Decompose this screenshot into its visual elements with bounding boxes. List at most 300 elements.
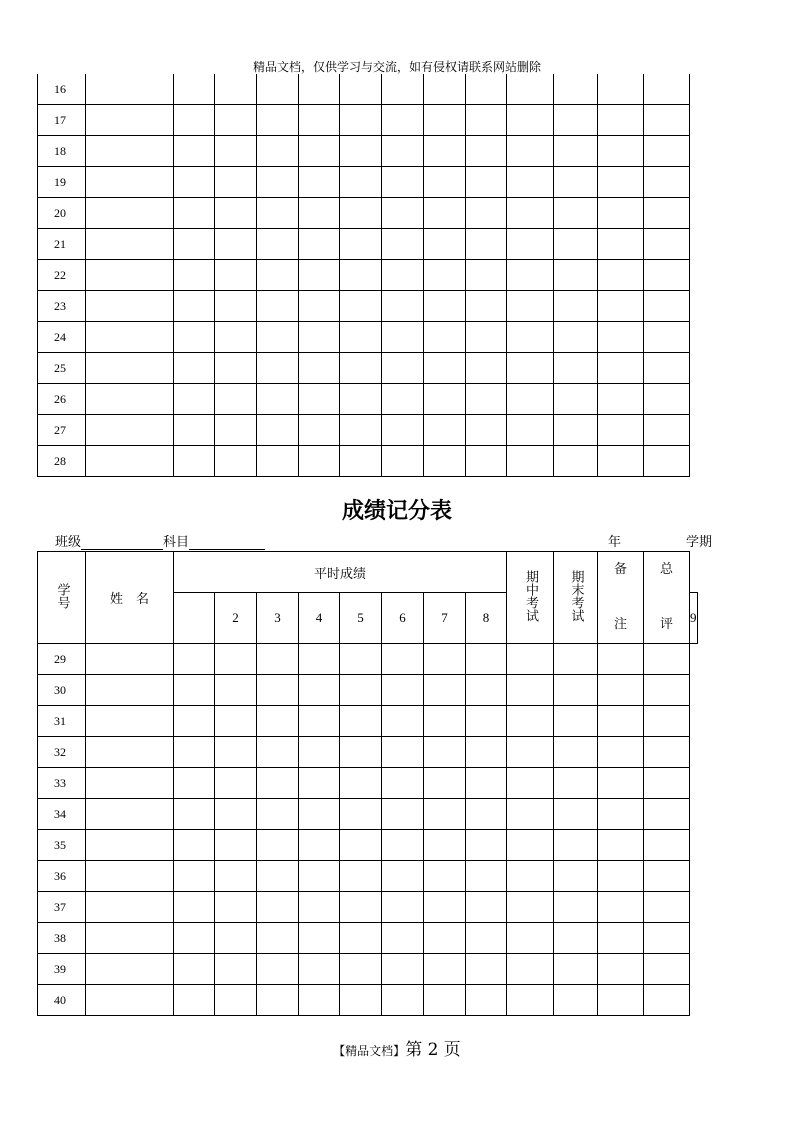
score-cell[interactable] [382, 675, 424, 706]
score-cell[interactable] [174, 861, 215, 892]
score-cell[interactable] [257, 136, 299, 167]
score-cell[interactable] [215, 985, 257, 1016]
score-cell[interactable] [466, 74, 507, 105]
score-cell[interactable] [340, 706, 382, 737]
score-cell[interactable] [554, 892, 598, 923]
score-cell[interactable] [340, 322, 382, 353]
score-cell[interactable] [257, 353, 299, 384]
score-cell[interactable] [382, 415, 424, 446]
score-cell[interactable] [257, 861, 299, 892]
score-cell[interactable] [257, 198, 299, 229]
score-cell[interactable] [598, 384, 644, 415]
score-cell[interactable] [174, 291, 215, 322]
score-cell[interactable] [86, 322, 174, 353]
score-cell[interactable] [466, 136, 507, 167]
score-cell[interactable] [466, 353, 507, 384]
score-cell[interactable] [507, 198, 554, 229]
score-cell[interactable] [340, 768, 382, 799]
score-cell[interactable] [174, 768, 215, 799]
score-cell[interactable] [215, 830, 257, 861]
score-cell[interactable] [86, 675, 174, 706]
score-cell[interactable] [507, 861, 554, 892]
score-cell[interactable] [466, 644, 507, 675]
score-cell[interactable] [382, 644, 424, 675]
score-cell[interactable] [257, 985, 299, 1016]
score-cell[interactable] [86, 446, 174, 477]
score-cell[interactable] [644, 985, 690, 1016]
score-cell[interactable] [382, 74, 424, 105]
score-cell[interactable] [507, 830, 554, 861]
score-cell[interactable] [644, 322, 690, 353]
score-cell[interactable] [382, 706, 424, 737]
score-cell[interactable] [86, 830, 174, 861]
score-cell[interactable] [299, 105, 340, 136]
score-cell[interactable] [257, 954, 299, 985]
score-cell[interactable] [644, 737, 690, 768]
score-cell[interactable] [257, 260, 299, 291]
score-cell[interactable] [598, 353, 644, 384]
score-cell[interactable] [644, 136, 690, 167]
score-cell[interactable] [598, 861, 644, 892]
score-cell[interactable] [598, 415, 644, 446]
score-cell[interactable] [215, 737, 257, 768]
score-cell[interactable] [424, 892, 466, 923]
score-cell[interactable] [174, 229, 215, 260]
score-cell[interactable] [382, 105, 424, 136]
score-cell[interactable] [466, 260, 507, 291]
score-cell[interactable] [382, 291, 424, 322]
score-cell[interactable] [86, 985, 174, 1016]
score-cell[interactable] [424, 136, 466, 167]
score-cell[interactable] [644, 799, 690, 830]
score-cell[interactable] [466, 229, 507, 260]
score-cell[interactable] [86, 644, 174, 675]
score-cell[interactable] [466, 167, 507, 198]
score-cell[interactable] [554, 644, 598, 675]
score-cell[interactable] [382, 799, 424, 830]
score-cell[interactable] [340, 830, 382, 861]
score-cell[interactable] [86, 384, 174, 415]
score-cell[interactable] [382, 136, 424, 167]
score-cell[interactable] [598, 644, 644, 675]
score-cell[interactable] [644, 706, 690, 737]
score-cell[interactable] [340, 954, 382, 985]
score-cell[interactable] [644, 892, 690, 923]
score-cell[interactable] [174, 384, 215, 415]
score-cell[interactable] [299, 861, 340, 892]
score-cell[interactable] [466, 799, 507, 830]
score-cell[interactable] [299, 706, 340, 737]
score-cell[interactable] [86, 415, 174, 446]
score-cell[interactable] [215, 861, 257, 892]
score-cell[interactable] [215, 954, 257, 985]
score-cell[interactable] [382, 892, 424, 923]
score-cell[interactable] [466, 985, 507, 1016]
score-cell[interactable] [644, 446, 690, 477]
score-cell[interactable] [174, 799, 215, 830]
score-cell[interactable] [299, 415, 340, 446]
score-cell[interactable] [86, 291, 174, 322]
score-cell[interactable] [215, 136, 257, 167]
score-cell[interactable] [644, 105, 690, 136]
score-cell[interactable] [257, 799, 299, 830]
score-cell[interactable] [174, 322, 215, 353]
score-cell[interactable] [340, 229, 382, 260]
score-cell[interactable] [554, 799, 598, 830]
score-cell[interactable] [554, 74, 598, 105]
score-cell[interactable] [257, 446, 299, 477]
score-cell[interactable] [174, 644, 215, 675]
score-cell[interactable] [554, 229, 598, 260]
score-cell[interactable] [215, 415, 257, 446]
score-cell[interactable] [598, 74, 644, 105]
score-cell[interactable] [466, 830, 507, 861]
score-cell[interactable] [466, 861, 507, 892]
score-cell[interactable] [299, 799, 340, 830]
score-cell[interactable] [340, 446, 382, 477]
score-cell[interactable] [215, 260, 257, 291]
score-cell[interactable] [340, 415, 382, 446]
score-cell[interactable] [257, 830, 299, 861]
score-cell[interactable] [598, 985, 644, 1016]
score-cell[interactable] [554, 167, 598, 198]
score-cell[interactable] [598, 675, 644, 706]
score-cell[interactable] [340, 353, 382, 384]
score-cell[interactable] [424, 985, 466, 1016]
score-cell[interactable] [644, 954, 690, 985]
score-cell[interactable] [507, 136, 554, 167]
score-cell[interactable] [215, 892, 257, 923]
score-cell[interactable] [86, 892, 174, 923]
score-cell[interactable] [86, 923, 174, 954]
score-cell[interactable] [466, 768, 507, 799]
score-cell[interactable] [424, 353, 466, 384]
score-cell[interactable] [382, 353, 424, 384]
score-cell[interactable] [340, 861, 382, 892]
score-cell[interactable] [507, 799, 554, 830]
score-cell[interactable] [554, 291, 598, 322]
score-cell[interactable] [507, 737, 554, 768]
score-cell[interactable] [466, 384, 507, 415]
score-cell[interactable] [507, 675, 554, 706]
score-cell[interactable] [215, 353, 257, 384]
score-cell[interactable] [257, 415, 299, 446]
score-cell[interactable] [507, 229, 554, 260]
score-cell[interactable] [382, 322, 424, 353]
score-cell[interactable] [644, 861, 690, 892]
score-cell[interactable] [466, 105, 507, 136]
score-cell[interactable] [215, 706, 257, 737]
score-cell[interactable] [554, 136, 598, 167]
score-cell[interactable] [86, 198, 174, 229]
score-cell[interactable] [215, 923, 257, 954]
score-cell[interactable] [340, 167, 382, 198]
score-cell[interactable] [598, 892, 644, 923]
score-cell[interactable] [644, 167, 690, 198]
score-cell[interactable] [507, 706, 554, 737]
score-cell[interactable] [466, 737, 507, 768]
score-cell[interactable] [554, 985, 598, 1016]
score-cell[interactable] [554, 830, 598, 861]
score-cell[interactable] [424, 167, 466, 198]
score-cell[interactable] [424, 799, 466, 830]
score-cell[interactable] [299, 322, 340, 353]
score-cell[interactable] [86, 768, 174, 799]
score-cell[interactable] [86, 799, 174, 830]
score-cell[interactable] [466, 675, 507, 706]
score-cell[interactable] [466, 415, 507, 446]
score-cell[interactable] [466, 892, 507, 923]
score-cell[interactable] [507, 322, 554, 353]
score-cell[interactable] [554, 706, 598, 737]
score-cell[interactable] [299, 167, 340, 198]
score-cell[interactable] [257, 644, 299, 675]
score-cell[interactable] [644, 353, 690, 384]
score-cell[interactable] [86, 737, 174, 768]
score-cell[interactable] [340, 136, 382, 167]
score-cell[interactable] [424, 954, 466, 985]
score-cell[interactable] [174, 353, 215, 384]
score-cell[interactable] [598, 229, 644, 260]
score-cell[interactable] [598, 136, 644, 167]
score-cell[interactable] [257, 291, 299, 322]
score-cell[interactable] [466, 198, 507, 229]
score-cell[interactable] [424, 861, 466, 892]
score-cell[interactable] [340, 985, 382, 1016]
score-cell[interactable] [598, 768, 644, 799]
score-cell[interactable] [507, 167, 554, 198]
score-cell[interactable] [215, 644, 257, 675]
score-cell[interactable] [382, 260, 424, 291]
score-cell[interactable] [598, 446, 644, 477]
score-cell[interactable] [340, 105, 382, 136]
score-cell[interactable] [86, 136, 174, 167]
score-cell[interactable] [598, 737, 644, 768]
score-cell[interactable] [299, 923, 340, 954]
score-cell[interactable] [554, 861, 598, 892]
score-cell[interactable] [340, 737, 382, 768]
subject-blank[interactable] [189, 535, 265, 550]
score-cell[interactable] [174, 737, 215, 768]
score-cell[interactable] [644, 830, 690, 861]
score-cell[interactable] [215, 229, 257, 260]
score-cell[interactable] [507, 923, 554, 954]
score-cell[interactable] [86, 706, 174, 737]
score-cell[interactable] [644, 74, 690, 105]
score-cell[interactable] [382, 985, 424, 1016]
score-cell[interactable] [598, 291, 644, 322]
score-cell[interactable] [257, 923, 299, 954]
score-cell[interactable] [86, 229, 174, 260]
score-cell[interactable] [598, 954, 644, 985]
score-cell[interactable] [215, 799, 257, 830]
score-cell[interactable] [215, 384, 257, 415]
score-cell[interactable] [424, 74, 466, 105]
score-cell[interactable] [382, 384, 424, 415]
score-cell[interactable] [340, 892, 382, 923]
score-cell[interactable] [644, 291, 690, 322]
score-cell[interactable] [644, 768, 690, 799]
score-cell[interactable] [644, 675, 690, 706]
score-cell[interactable] [644, 644, 690, 675]
score-cell[interactable] [382, 167, 424, 198]
score-cell[interactable] [644, 384, 690, 415]
score-cell[interactable] [424, 415, 466, 446]
score-cell[interactable] [554, 198, 598, 229]
score-cell[interactable] [257, 74, 299, 105]
score-cell[interactable] [340, 799, 382, 830]
score-cell[interactable] [507, 415, 554, 446]
score-cell[interactable] [598, 799, 644, 830]
score-cell[interactable] [174, 136, 215, 167]
score-cell[interactable] [174, 415, 215, 446]
score-cell[interactable] [466, 923, 507, 954]
score-cell[interactable] [299, 768, 340, 799]
score-cell[interactable] [598, 830, 644, 861]
score-cell[interactable] [382, 198, 424, 229]
score-cell[interactable] [424, 644, 466, 675]
score-cell[interactable] [598, 923, 644, 954]
score-cell[interactable] [86, 954, 174, 985]
score-cell[interactable] [424, 675, 466, 706]
score-cell[interactable] [215, 105, 257, 136]
score-cell[interactable] [257, 229, 299, 260]
score-cell[interactable] [554, 322, 598, 353]
score-cell[interactable] [215, 675, 257, 706]
score-cell[interactable] [174, 74, 215, 105]
score-cell[interactable] [215, 198, 257, 229]
score-cell[interactable] [466, 322, 507, 353]
score-cell[interactable] [340, 675, 382, 706]
score-cell[interactable] [554, 415, 598, 446]
score-cell[interactable] [215, 322, 257, 353]
score-cell[interactable] [174, 985, 215, 1016]
score-cell[interactable] [507, 105, 554, 136]
score-cell[interactable] [466, 291, 507, 322]
score-cell[interactable] [257, 675, 299, 706]
score-cell[interactable] [598, 322, 644, 353]
score-cell[interactable] [215, 291, 257, 322]
score-cell[interactable] [174, 105, 215, 136]
score-cell[interactable] [299, 136, 340, 167]
score-cell[interactable] [257, 384, 299, 415]
score-cell[interactable] [257, 105, 299, 136]
score-cell[interactable] [382, 923, 424, 954]
score-cell[interactable] [257, 768, 299, 799]
score-cell[interactable] [257, 737, 299, 768]
score-cell[interactable] [507, 985, 554, 1016]
score-cell[interactable] [257, 892, 299, 923]
score-cell[interactable] [174, 923, 215, 954]
score-cell[interactable] [507, 74, 554, 105]
score-cell[interactable] [507, 353, 554, 384]
score-cell[interactable] [424, 322, 466, 353]
score-cell[interactable] [174, 706, 215, 737]
score-cell[interactable] [554, 675, 598, 706]
score-cell[interactable] [299, 260, 340, 291]
score-cell[interactable] [507, 291, 554, 322]
score-cell[interactable] [174, 167, 215, 198]
score-cell[interactable] [598, 706, 644, 737]
score-cell[interactable] [299, 384, 340, 415]
score-cell[interactable] [382, 737, 424, 768]
score-cell[interactable] [174, 892, 215, 923]
score-cell[interactable] [340, 384, 382, 415]
score-cell[interactable] [424, 229, 466, 260]
score-cell[interactable] [299, 229, 340, 260]
score-cell[interactable] [299, 737, 340, 768]
score-cell[interactable] [554, 446, 598, 477]
score-cell[interactable] [466, 706, 507, 737]
score-cell[interactable] [424, 260, 466, 291]
score-cell[interactable] [86, 260, 174, 291]
score-cell[interactable] [299, 74, 340, 105]
score-cell[interactable] [86, 74, 174, 105]
score-cell[interactable] [299, 446, 340, 477]
score-cell[interactable] [507, 892, 554, 923]
score-cell[interactable] [424, 446, 466, 477]
score-cell[interactable] [424, 105, 466, 136]
score-cell[interactable] [299, 198, 340, 229]
score-cell[interactable] [644, 260, 690, 291]
score-cell[interactable] [644, 229, 690, 260]
score-cell[interactable] [382, 446, 424, 477]
score-cell[interactable] [340, 291, 382, 322]
score-cell[interactable] [174, 260, 215, 291]
score-cell[interactable] [382, 861, 424, 892]
score-cell[interactable] [554, 737, 598, 768]
score-cell[interactable] [215, 167, 257, 198]
score-cell[interactable] [340, 923, 382, 954]
score-cell[interactable] [424, 768, 466, 799]
score-cell[interactable] [424, 706, 466, 737]
score-cell[interactable] [174, 198, 215, 229]
score-cell[interactable] [554, 954, 598, 985]
score-cell[interactable] [466, 954, 507, 985]
score-cell[interactable] [507, 384, 554, 415]
score-cell[interactable] [554, 923, 598, 954]
score-cell[interactable] [424, 737, 466, 768]
score-cell[interactable] [299, 954, 340, 985]
score-cell[interactable] [424, 384, 466, 415]
score-cell[interactable] [554, 105, 598, 136]
score-cell[interactable] [215, 768, 257, 799]
score-cell[interactable] [644, 923, 690, 954]
score-cell[interactable] [340, 644, 382, 675]
score-cell[interactable] [598, 105, 644, 136]
score-cell[interactable] [644, 198, 690, 229]
score-cell[interactable] [424, 198, 466, 229]
score-cell[interactable] [554, 353, 598, 384]
score-cell[interactable] [598, 198, 644, 229]
score-cell[interactable] [424, 923, 466, 954]
score-cell[interactable] [174, 954, 215, 985]
score-cell[interactable] [424, 830, 466, 861]
score-cell[interactable] [299, 644, 340, 675]
score-cell[interactable] [598, 167, 644, 198]
score-cell[interactable] [554, 260, 598, 291]
score-cell[interactable] [86, 861, 174, 892]
score-cell[interactable] [382, 830, 424, 861]
class-blank[interactable] [81, 535, 163, 550]
score-cell[interactable] [257, 706, 299, 737]
score-cell[interactable] [215, 74, 257, 105]
score-cell[interactable] [507, 446, 554, 477]
score-cell[interactable] [299, 675, 340, 706]
score-cell[interactable] [382, 768, 424, 799]
score-cell[interactable] [554, 384, 598, 415]
score-cell[interactable] [86, 105, 174, 136]
